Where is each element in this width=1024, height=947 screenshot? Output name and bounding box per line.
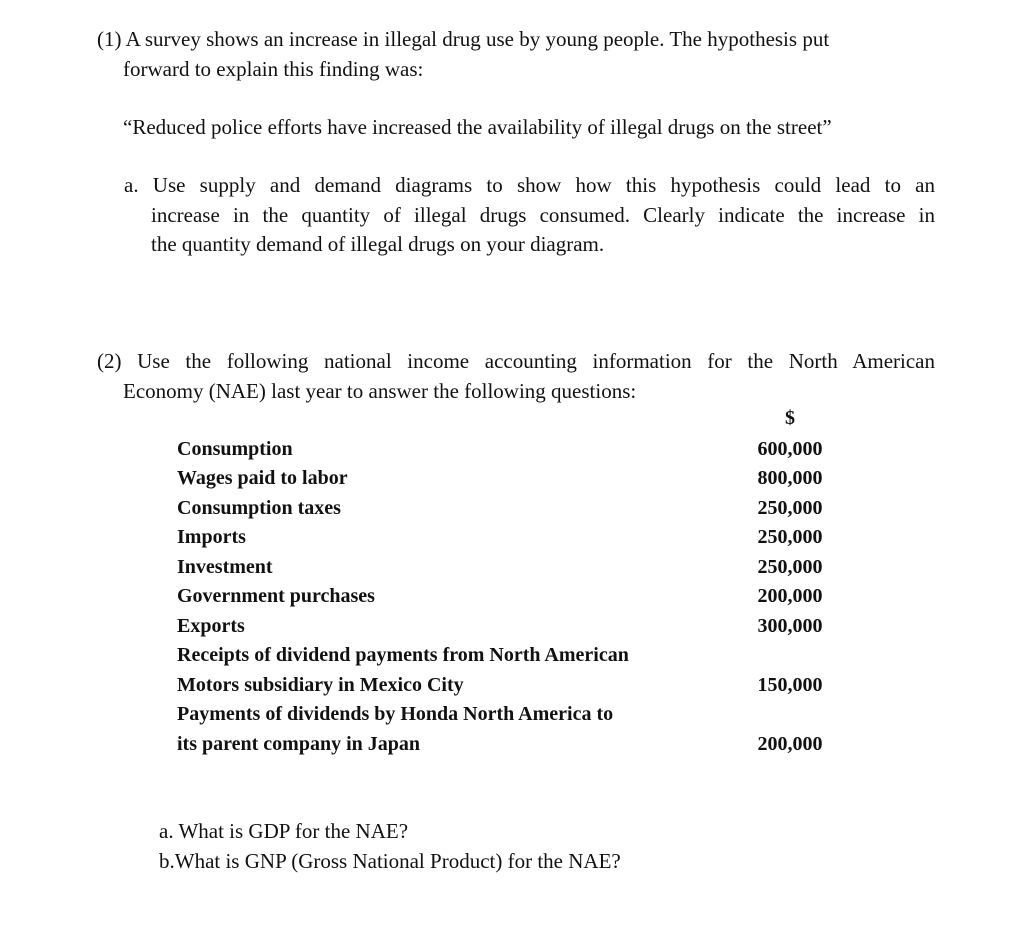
row-label-consumption: Consumption [177, 438, 293, 460]
q2-question-b: b.What is GNP (Gross National Product) for the NAE? [159, 849, 621, 873]
currency-header: $ [785, 407, 795, 429]
row-label-exports: Exports [177, 615, 245, 637]
row-value-dividend-receipts: 150,000 [757, 674, 823, 696]
q1-part-a-line-2: increase in the quantity of illegal drugs consumed. Clearly indicate the increase in [151, 203, 935, 227]
row-label-consumption-taxes: Consumption taxes [177, 497, 341, 519]
row-label-government-purchases: Government purchases [177, 585, 375, 607]
q1-intro-line-1: (1) A survey shows an increase in illegal drug use by young people. The hypothesis put [97, 27, 830, 51]
row-label-wages: Wages paid to labor [177, 467, 348, 489]
row-value-investment: 250,000 [757, 556, 823, 578]
row-label-dividend-receipts-line-2: Motors subsidiary in Mexico City [177, 674, 464, 696]
q2-question-a: a. What is GDP for the NAE? [159, 819, 409, 843]
row-value-consumption-taxes: 250,000 [757, 497, 823, 519]
row-value-consumption: 600,000 [757, 438, 823, 460]
q2-intro-line-2: Economy (NAE) last year to answer the following questions: [123, 379, 637, 403]
row-value-government-purchases: 200,000 [757, 585, 823, 607]
row-label-dividend-payments-line-1: Payments of dividends by Honda North America to [177, 703, 614, 725]
row-label-dividend-payments-line-2: its parent company in Japan [177, 733, 421, 755]
row-label-dividend-receipts-line-1: Receipts of dividend payments from North American [177, 644, 629, 666]
q1-part-a-line-3: the quantity demand of illegal drugs on your diagram. [151, 232, 605, 256]
row-value-imports: 250,000 [757, 526, 823, 548]
row-value-wages: 800,000 [757, 467, 823, 489]
row-value-dividend-payments: 200,000 [757, 733, 823, 755]
row-label-investment: Investment [177, 556, 273, 578]
q1-hypothesis-quote: “Reduced police efforts have increased the availability of illegal drugs on the street” [123, 115, 832, 139]
row-value-exports: 300,000 [757, 615, 823, 637]
q2-intro-line-1: (2) Use the following national income accounting information for the North American [97, 349, 935, 373]
q1-intro-line-2: forward to explain this finding was: [123, 57, 424, 81]
row-label-imports: Imports [177, 526, 246, 548]
q1-part-a-line-1: a. Use supply and demand diagrams to show how this hypothesis could lead to an [124, 173, 935, 197]
